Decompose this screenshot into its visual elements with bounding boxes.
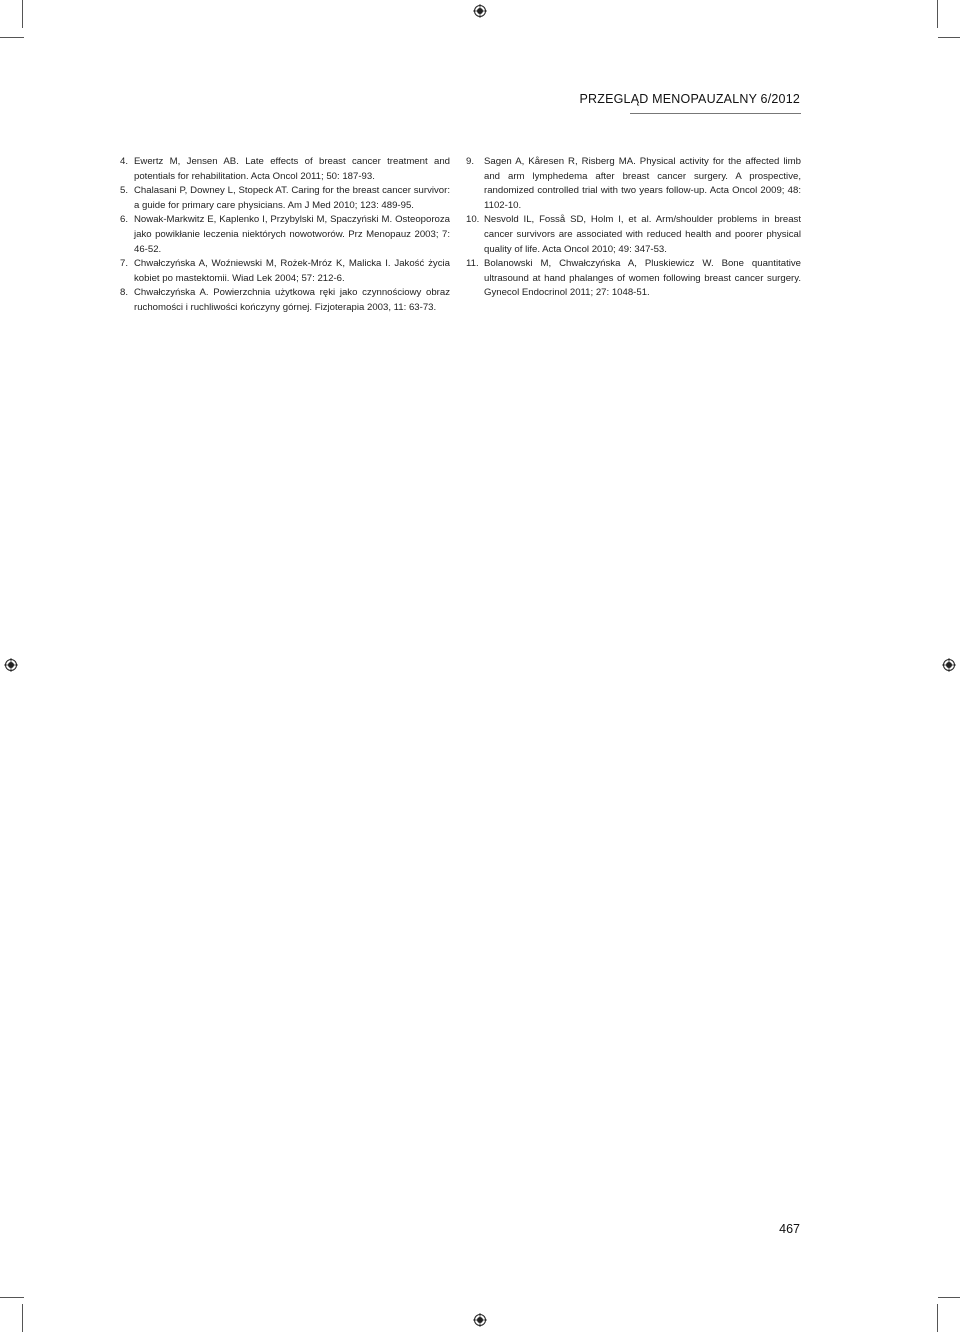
crop-mark-top-right-v (937, 0, 938, 28)
reference-text: Chwałczyńska A. Powierzchnia użytkowa ręki jako czynnościowy obraz ruchomości i ruchliwości kończyny górnej. Fizjoterapia 2003, 11: 63-73. (134, 287, 450, 313)
registration-mark-icon (473, 1313, 487, 1327)
reference-number: 9. (466, 156, 475, 167)
crop-mark-top-right-h (938, 37, 960, 38)
reference-text: Chalasani P, Downey L, Stopeck AT. Caring for the breast cancer survivor: a guide for primary care physicians. Am J Med 2010; 123: 489-95. (134, 185, 450, 211)
reference-number: 10. (466, 214, 480, 226)
header-rule (630, 113, 801, 114)
registration-mark-icon (4, 658, 18, 672)
crop-mark-bottom-left-v (22, 1304, 23, 1332)
reference-text: Bolanowski M, Chwałczyńska A, Pluskiewicz W. Bone quantitative ultrasound at hand phalanges of women following breast cancer surgery. Gynecol Endocrinol 2011; 27: 1048-51. (484, 258, 801, 299)
reference-item (120, 257, 450, 286)
reference-item (466, 213, 801, 257)
crop-mark-bottom-right-h (938, 1297, 960, 1298)
reference-number: 8. (120, 287, 129, 299)
reference-item (120, 184, 450, 213)
references-left-column (120, 155, 450, 316)
reference-text: Nesvold IL, Fosså SD, Holm I, et al. Arm/shoulder problems in breast cancer survivors are associated with reduced health and poorer physical quality of life. Acta Oncol 2010; 49: 347-53. (484, 214, 801, 255)
reference-item (466, 155, 801, 213)
reference-item (466, 257, 801, 301)
reference-number: 7. (120, 258, 129, 270)
reference-number: 4. (120, 156, 129, 167)
reference-text: Ewertz M, Jensen AB. Late effects of breast cancer treatment and potentials for rehabilitation. Acta Oncol 2011; 50: 187-93. (134, 156, 450, 182)
reference-text: Sagen A, Kåresen R, Risberg MA. Physical activity for the affected limb and arm lymphedema after breast cancer surgery. A prospective, randomized controlled trial with two years follow-up. Acta Oncol 2009; 48: 1102-10. (484, 156, 801, 211)
reference-item (120, 213, 450, 257)
registration-mark-icon (942, 658, 956, 672)
crop-mark-bottom-left-h (0, 1297, 24, 1298)
registration-mark-icon (473, 4, 487, 18)
crop-mark-bottom-right-v (937, 1304, 938, 1332)
crop-mark-top-left-h (0, 37, 24, 38)
journal-header: PRZEGLĄD MENOPAUZALNY 6/2012 (579, 92, 800, 106)
reference-number: 11. (466, 258, 479, 270)
reference-item (120, 155, 450, 184)
references-right-column (466, 155, 801, 301)
reference-number: 5. (120, 185, 129, 197)
reference-number: 6. (120, 214, 129, 226)
reference-text: Nowak-Markwitz E, Kaplenko I, Przybylski M, Spaczyński M. Osteoporoza jako powikłanie leczenia niektórych nowotworów. Prz Menopauz 2003; 7: 46-52. (134, 214, 450, 255)
reference-item (120, 286, 450, 315)
crop-mark-top-left-v (22, 0, 23, 28)
page-number: 467 (779, 1222, 800, 1236)
reference-text: Chwałczyńska A, Woźniewski M, Rożek-Mróz K, Malicka I. Jakość życia kobiet po mastektomii. Wiad Lek 2004; 57: 212-6. (134, 258, 450, 284)
